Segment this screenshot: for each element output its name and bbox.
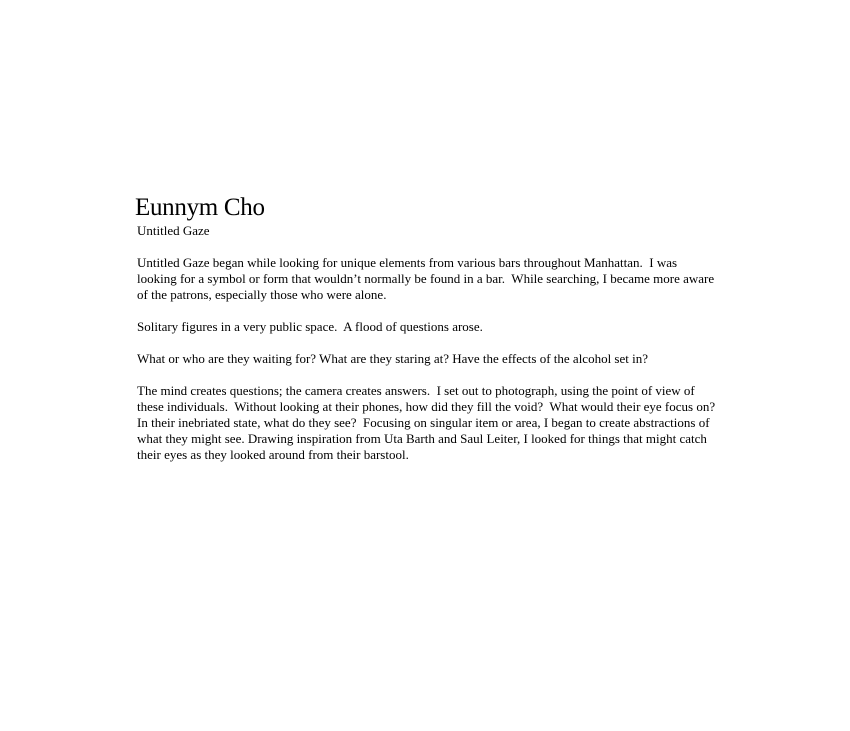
work-title: Untitled Gaze (137, 223, 210, 238)
statement-paragraph-2: Solitary figures in a very public space. A flood of questions arose. (137, 319, 483, 334)
statement-paragraph-1: Untitled Gaze began while looking for unique elements from various bars throughout Manhattan. I was looking for a symbol or form that wouldn’t normally be found in a bar. While searching, I became more aware of the patrons, especially those who were alone. (137, 255, 718, 302)
author-name: Eunnym Cho (135, 194, 265, 221)
artist-statement (135, 194, 722, 463)
statement-paragraph-3: What or who are they waiting for? What are they staring at? Have the effects of the alcohol set in? (137, 351, 649, 366)
statement-paragraph-4: The mind creates questions; the camera creates answers. I set out to photograph, using the point of view of these individuals. Without looking at their phones, how did they fill the void? What would their eye focus on? In their inebriated state, what do they see? Focusing on singular item or area, I began to create abstractions of what they might see. Drawing inspiration from Uta Barth and Saul Leiter, I looked for things that might catch their eyes as they looked around from their barstool. (137, 383, 722, 462)
